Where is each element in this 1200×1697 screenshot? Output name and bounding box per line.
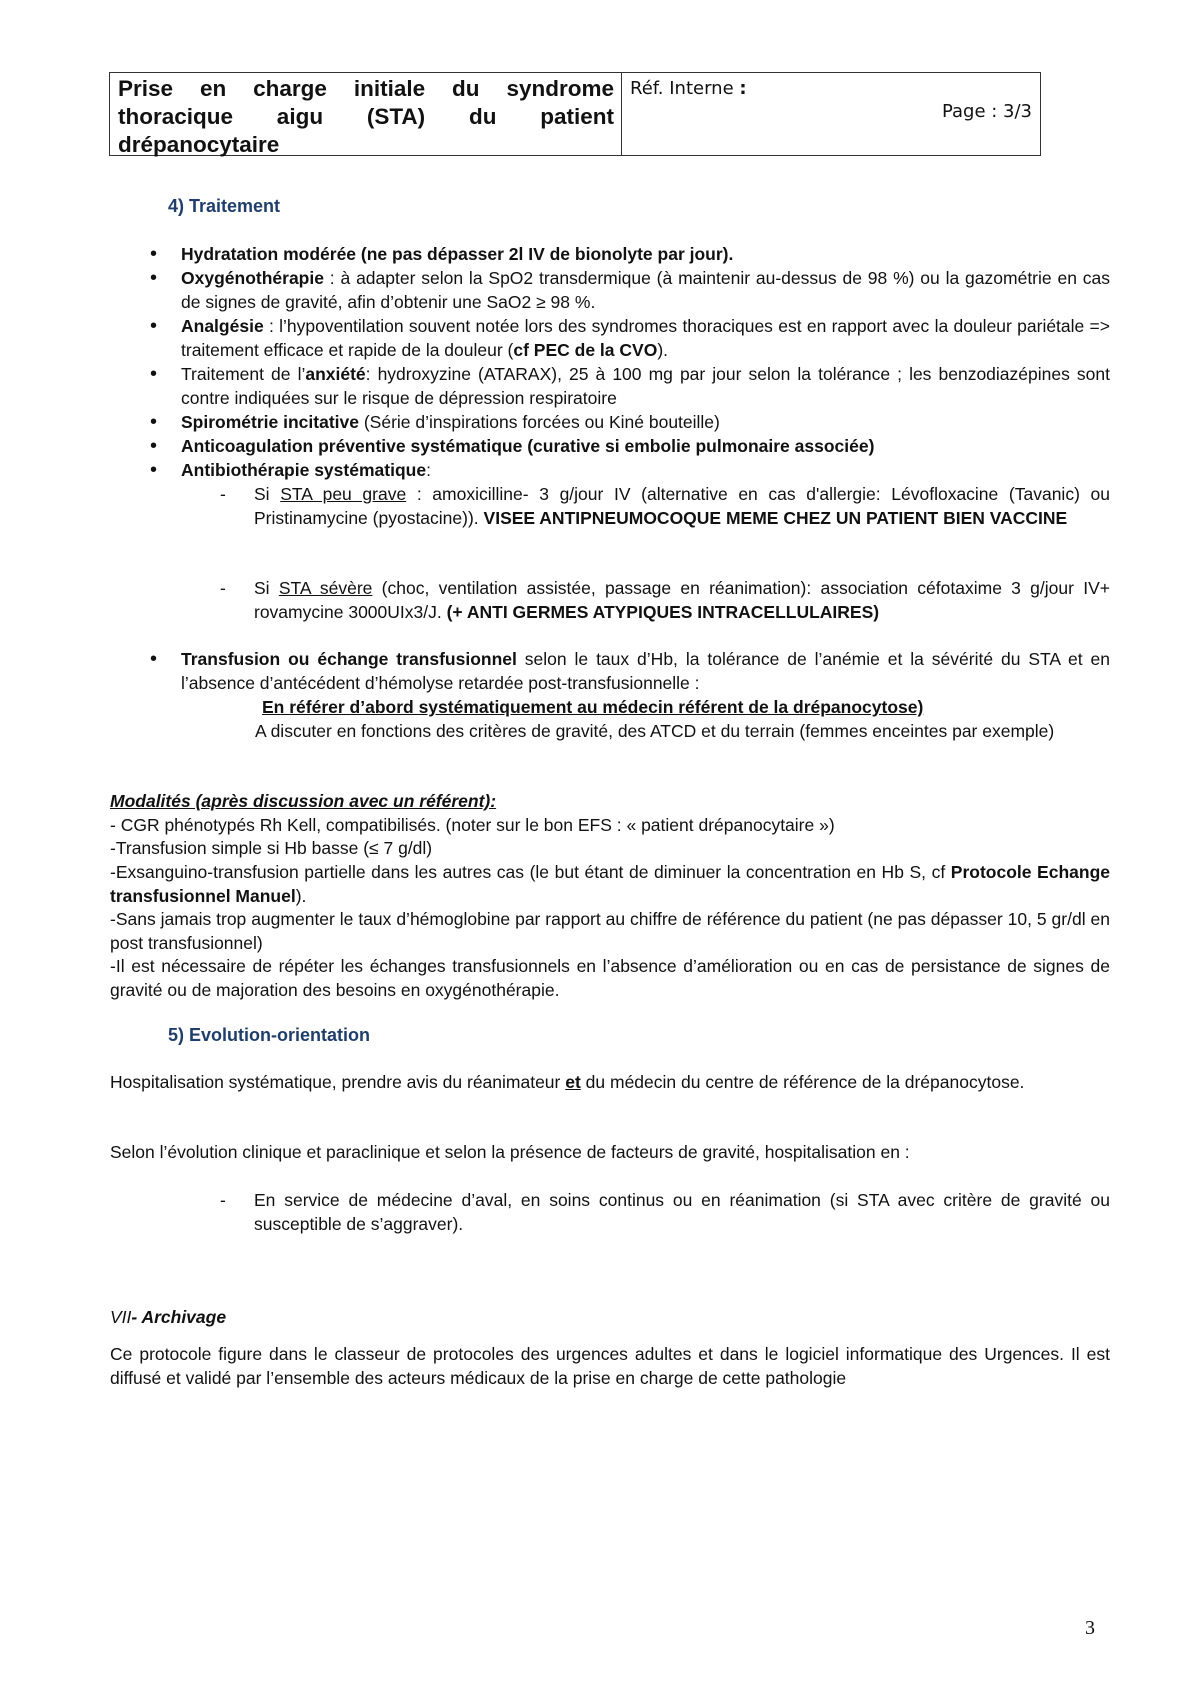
archivage-title: VII- Archivage <box>110 1307 227 1327</box>
modalites-line-1: - CGR phénotypés Rh Kell, compatibilisés. (noter sur le bon EFS : « patient drépanocytaire ») <box>110 815 835 835</box>
modalites-line-2: -Transfusion simple si Hb basse (≤ 7 g/dl) <box>110 838 433 858</box>
document-title: Prise en charge initiale du syndrome thoracique aigu (STA) du patient drépanocytaire <box>110 73 622 155</box>
document-page: Prise en charge initiale du syndrome thoracique aigu (STA) du patient drépanocytaire Réf. Interne : Page : 3/3 4) Traitement • Hydratation modérée (ne pas dépasser 2l IV de bionolyte par jour). • Oxygénothérapie : à adapter selon la SpO2 transdermique (à maintenir au-dessus de 98 %) ou la gazométrie en cas de signes de gravité, afin d’obtenir une SaO2 ≥ 98 %. • Analgésie : l’hypoventilation souvent notée lors des syndromes thoraciques est en rapport avec la douleur pariétale => traitement efficace et rapide de la douleur (cf PEC de la CVO). • Traitement de l’anxiété: hydroxyzine (ATARAX), 25 à 100 mg par jour selon la tolérance ; les benzodiazépines sont contre indiquées sur le risque de dépression respiratoire • Spirométrie incitative (Série d’inspirations forcées ou Kiné bouteille) • Anticoagulation préventive systématique (curative si embolie pulmonaire associée) • Antibiothérapie systématique: - Si STA peu grave : amoxicilline- 3 g/jour IV (alternative en cas d'allergie: Lévofloxacine (Tavanic) ou Pristinamycine (pyostacine)). VISEE ANTIPNEUMOCOQUE MEME CHEZ UN PATIENT BIEN VACCINE - Si STA sévère (choc, ventilation assistée, passage en réanimation): association céfotaxime 3 g/jour IV+ rovamycine 3000UIx3/J. (+ ANTI GERMES ATYPIQUES INTRACELLULAIRES) • Transfusion ou échange transfusionnel selon le taux d’Hb, la tolérance de l’anémie et la sévérité du STA et en l’absence d’antécédent d’hémolyse retardée post-transfusionnelle : En référer d’abord systématiquement au médecin référent de la drépanocytose) A discuter en fonctions des critères de gravité, des ATCD et du terrain (femmes enceintes par exemple) Modalités (après discussion avec un référent): - CGR phénotypés Rh Kell, compatibilisés. (noter sur le bon EFS : « patient drépanocytaire ») -Transfusion simple si Hb basse (≤ 7 g/dl) -Exsanguino-transfusion partielle dans les autres cas (le but étant de diminuer la concentration en Hb S, cf Protocole Echange transfusionnel Manuel). -Sans jamais trop augmenter le taux d’hémoglobine par rapport au chiffre de référence du patient (ne pas dépasser 10, 5 gr/dl en post transfusionnel) -Il est nécessaire de répéter les échanges transfusionnels en l’absence d’amélioration ou en cas de persistance de signes de gravité ou de majoration des besoins en oxygénothérapie. 5) Evolution-orientation Hospitalisation systématique, prendre avis du réanimateur et du médecin du centre de référence de la drépanocytose. Selon l’évolution clinique et paraclinique et selon la présence de facteurs de gravité, hospitalisation en : - En service de médecine d’aval, en soins continus ou en réanimation (si STA avec critère de gravité ou susceptible de s’aggraver). VII- Archivage Ce protocole figure dans le classeur de protocoles des urgences adultes et dans le logiciel informatique des Urgences. Il est diffusé et validé par l’ensemble des acteurs médicaux de la prise en charge de cette pathologie 3 <box>0 0 1200 1697</box>
section-5-paragraph-1: Hospitalisation systématique, prendre avis du réanimateur et du médecin du centre de référence de la drépanocytose. <box>110 1072 1025 1092</box>
page-number: 3 <box>1085 1617 1095 1639</box>
modalites-line-5: -Il est nécessaire de répéter les échanges transfusionnels en l’absence d’amélioration ou en cas de persistance de signes de gravité ou de majoration des besoins en oxygénothérapie. <box>110 956 1110 1000</box>
section-5-title: 5) Evolution-orientation <box>168 1025 370 1045</box>
archivage-paragraph: Ce protocole figure dans le classeur de protocoles des urgences adultes et dans le logiciel informatique des Urgences. Il est diffusé et validé par l’ensemble des acteurs médicaux de la prise en charge de cette pathologie <box>110 1344 1110 1388</box>
modalites-line-3: -Exsanguino-transfusion partielle dans les autres cas (le but étant de diminuer la concentration en Hb S, cf Protocole Echange transfusionnel Manuel). <box>110 862 1110 906</box>
modalites-title: Modalités (après discussion avec un référent): <box>110 791 497 811</box>
transfusion-referent-note: En référer d’abord systématiquement au médecin référent de la drépanocytose) <box>262 697 924 717</box>
page-indicator: Page : 3/3 <box>941 101 1032 122</box>
section-5-paragraph-2: Selon l’évolution clinique et paraclinique et selon la présence de facteurs de gravité, hospitalisation en : <box>110 1142 910 1162</box>
header-ref-cell <box>622 73 1040 155</box>
header-table <box>109 72 1041 156</box>
modalites-line-4: -Sans jamais trop augmenter le taux d’hémoglobine par rapport au chiffre de référence du patient (ne pas dépasser 10, 5 gr/dl en post transfusionnel) <box>110 909 1110 953</box>
transfusion-discussion-note: A discuter en fonctions des critères de gravité, des ATCD et du terrain (femmes enceintes par exemple) <box>255 721 1055 741</box>
section-4-title: 4) Traitement <box>168 196 281 216</box>
ref-interne: Réf. Interne : <box>630 78 747 99</box>
